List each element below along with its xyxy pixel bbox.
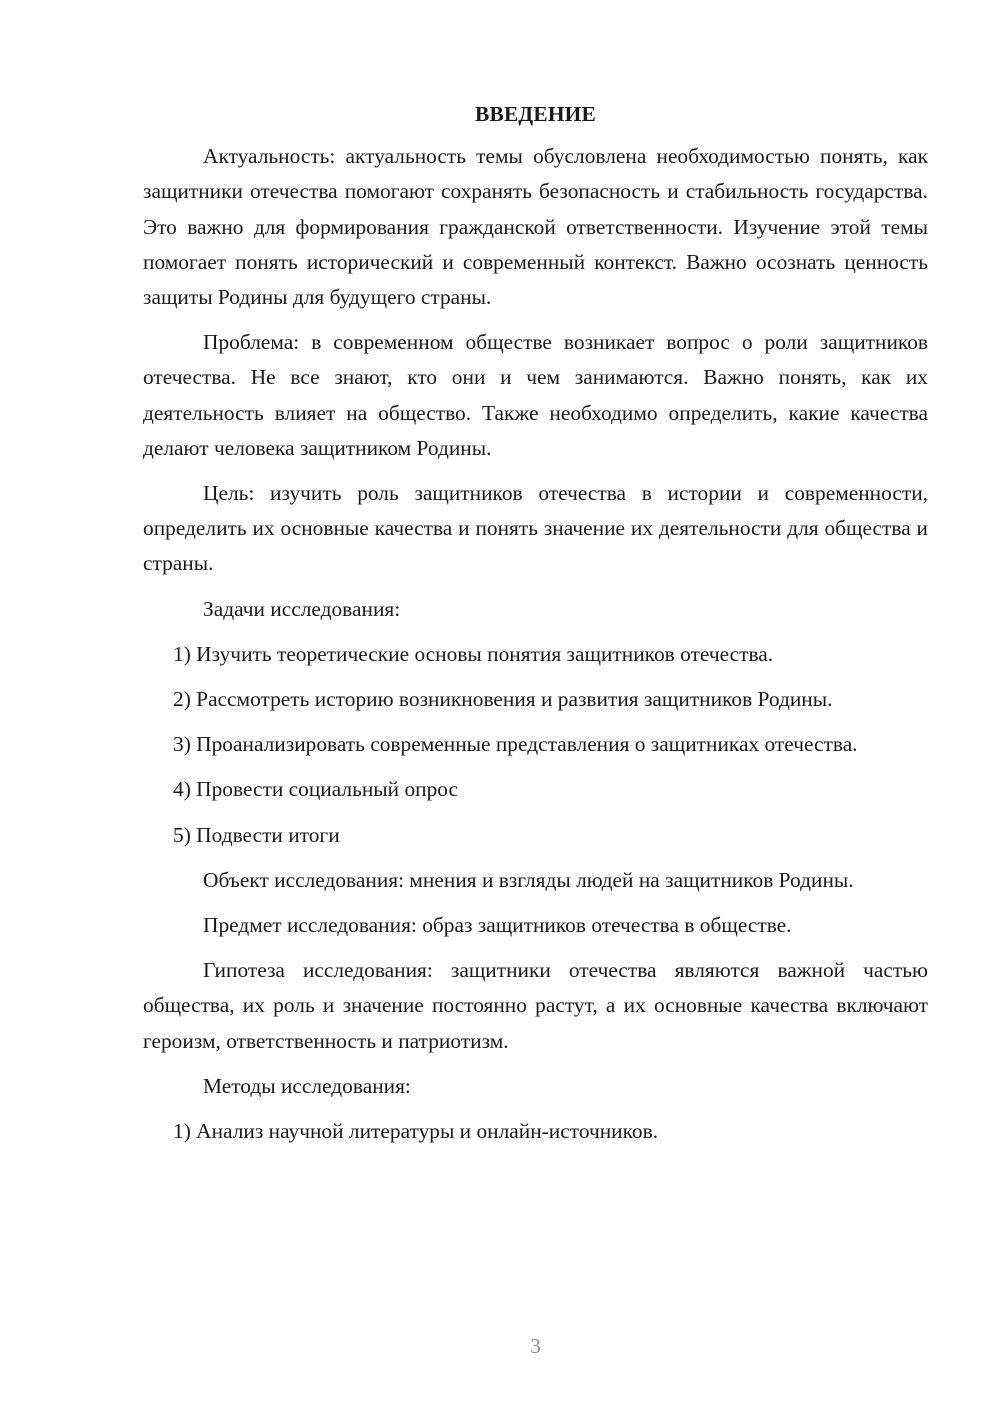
hypothesis-paragraph: Гипотеза исследования: защитники отечества являются важной частью общества, их роль и значение постоянно растут, а их основные качества включают героизм, ответственность и патриотизм. <box>143 958 928 1053</box>
page-number: 3 <box>530 1334 541 1358</box>
page-content <box>143 97 928 1159</box>
task-item: 1) Изучить теоретические основы понятия защитников отечества. <box>173 641 774 666</box>
method-item: 1) Анализ научной литературы и онлайн-источников. <box>173 1119 659 1144</box>
methods-heading: Методы исследования: <box>203 1073 411 1098</box>
subject-paragraph: Предмет исследования: образ защитников отечества в обществе. <box>203 913 792 938</box>
tasks-heading: Задачи исследования: <box>203 596 401 621</box>
actuality-paragraph: Актуальность: актуальность темы обусловлена необходимостью понять, как защитники отечества помогают сохранять безопасность и стабильность государства. Это важно для формирования гражданской ответственности. Изучение этой темы помогает понять исторический и современный контекст. Важно осознать ценность защиты Родины для будущего страны. <box>143 144 928 310</box>
task-item: 5) Подвести итоги <box>173 822 340 847</box>
object-paragraph: Объект исследования: мнения и взгляды людей на защитников Родины. <box>203 867 854 892</box>
problem-paragraph: Проблема: в современном обществе возникает вопрос о роли защитников отечества. Не все знают, кто они и чем занимаются. Важно понять, как их деятельность влияет на общество. Также необходимо определить, какие качества делают человека защитником Родины. <box>143 330 928 460</box>
task-item: 3) Проанализировать современные представления о защитниках отечества. <box>173 732 858 757</box>
task-item: 4) Провести социальный опрос <box>173 777 459 802</box>
goal-paragraph: Цель: изучить роль защитников отечества в истории и современности, определить их основные качества и понять значение их деятельности для общества и страны. <box>143 481 928 576</box>
section-title: ВВЕДЕНИЕ <box>475 102 596 126</box>
task-item: 2) Рассмотреть историю возникновения и развития защитников Родины. <box>173 687 833 712</box>
